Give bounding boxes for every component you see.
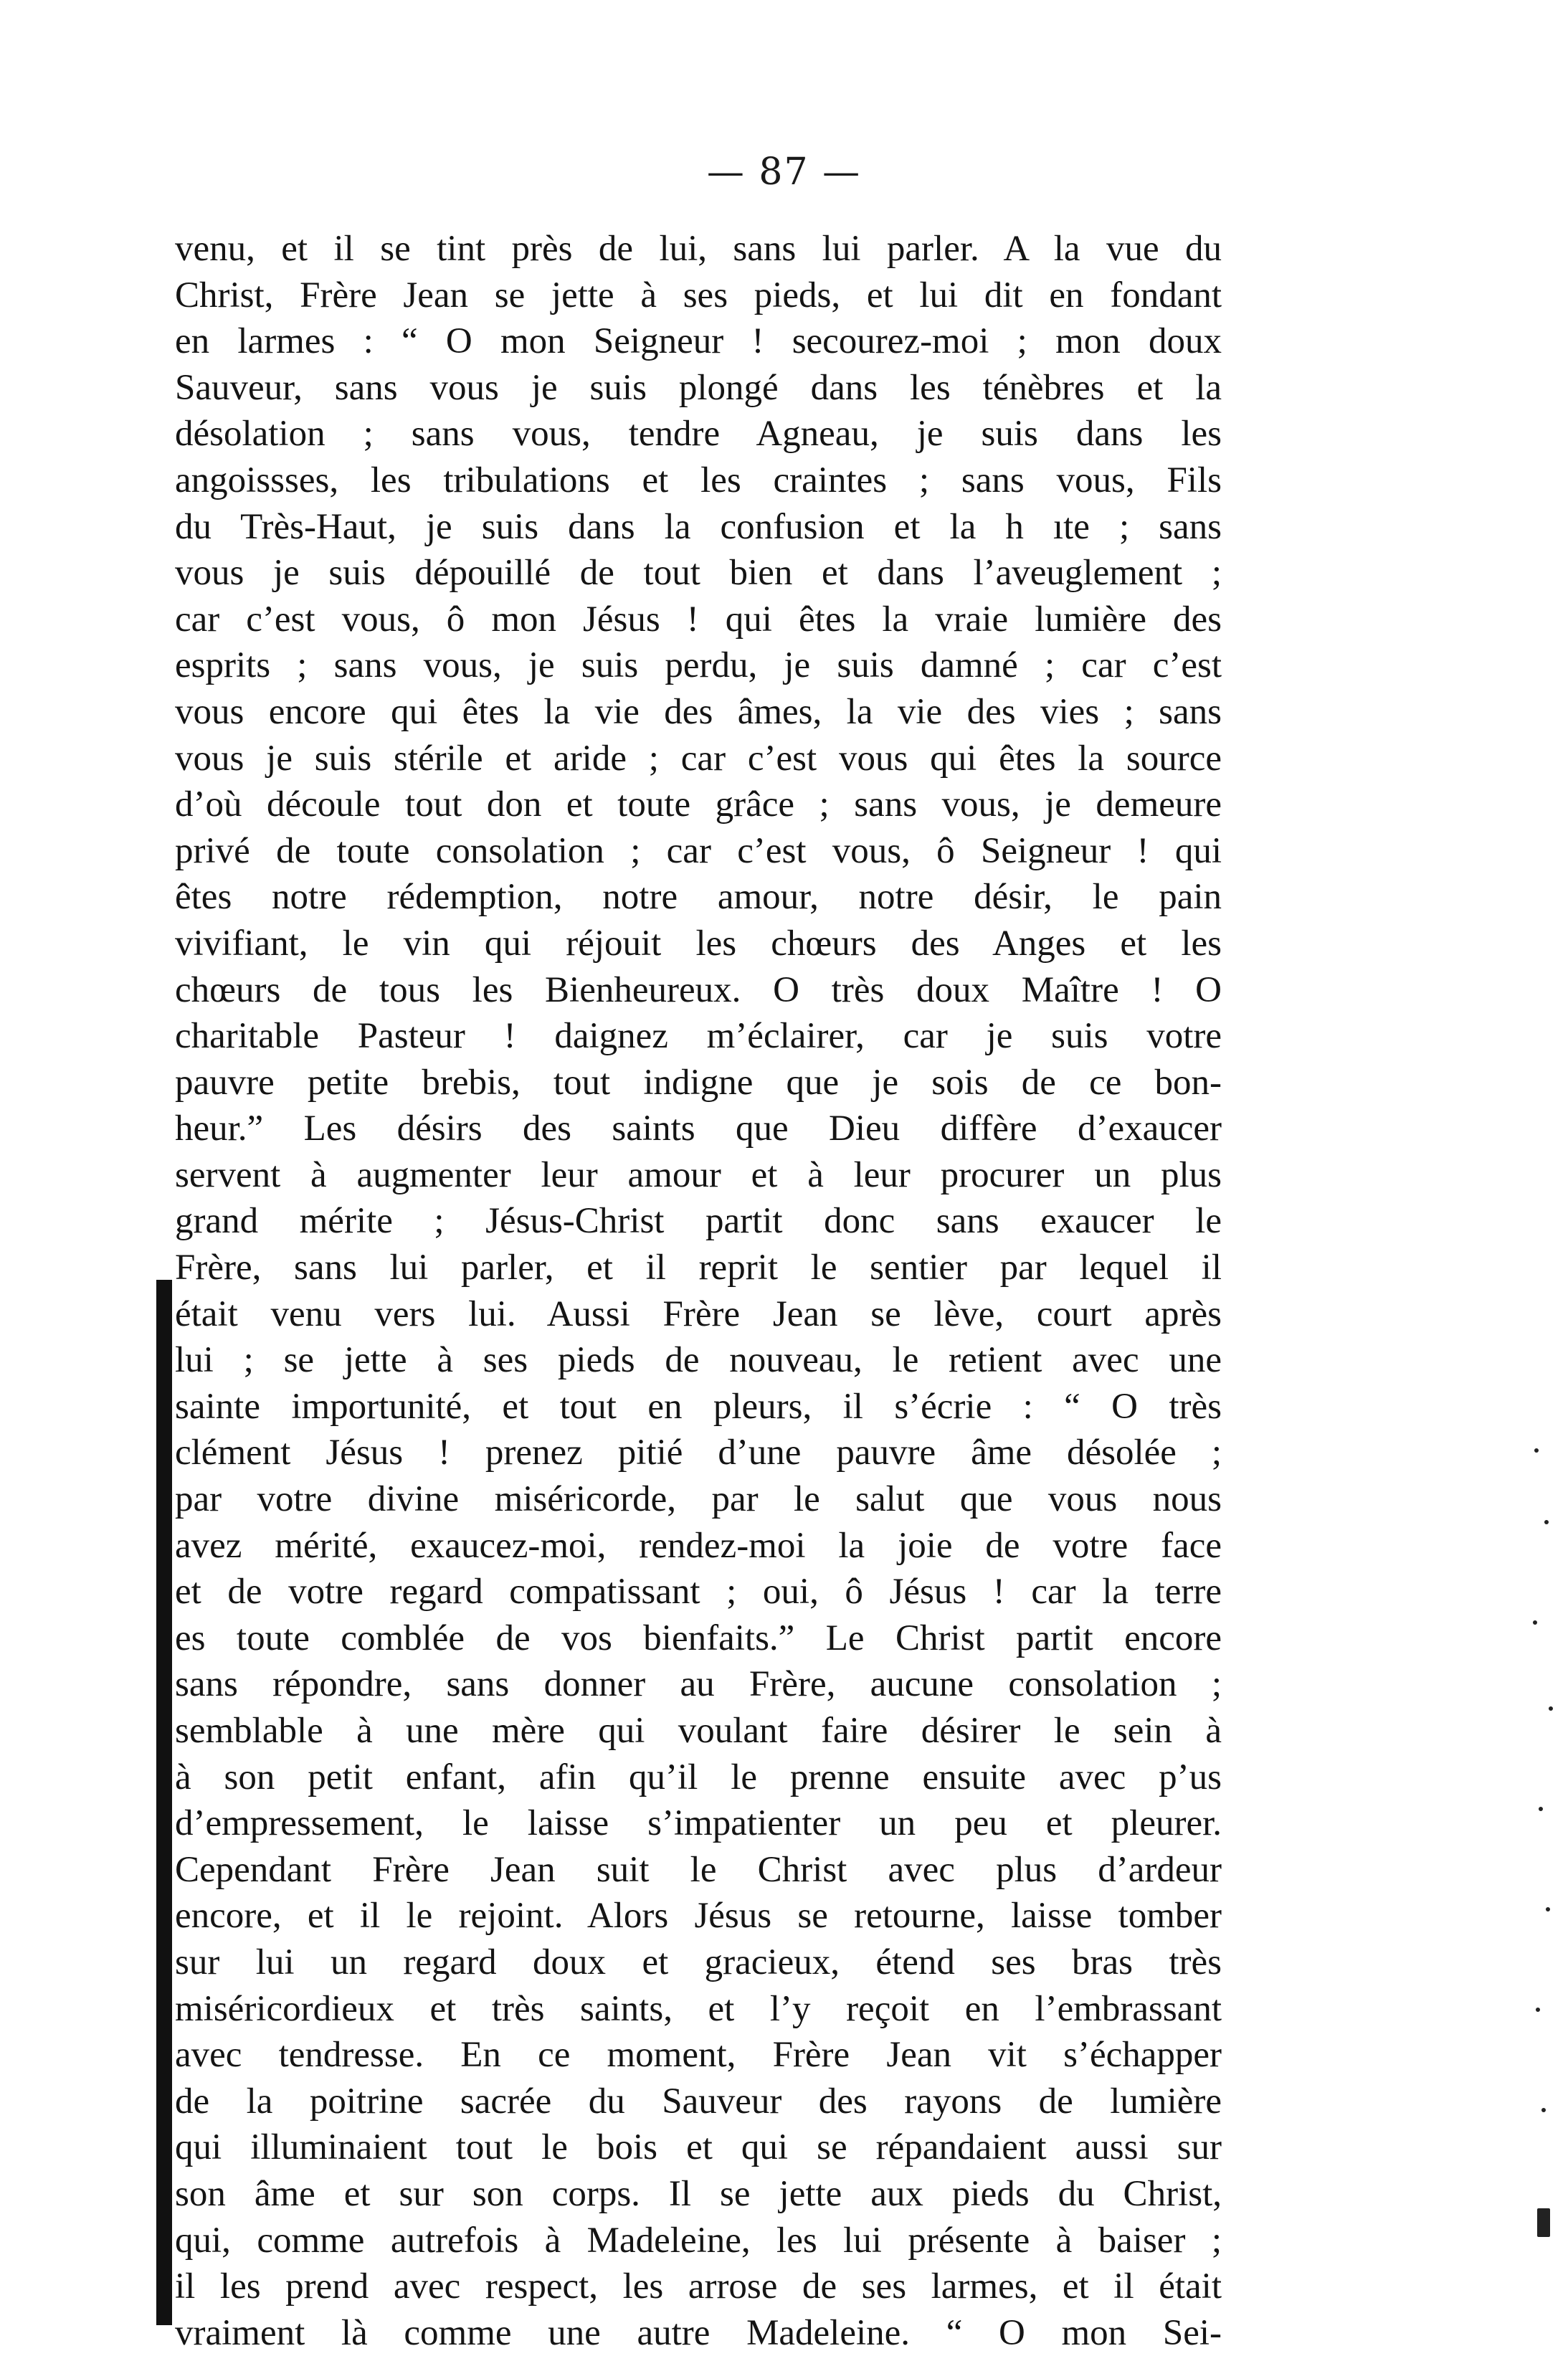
text-line: servent à augmenter leur amour et à leur procurer un plus xyxy=(175,1154,1222,1195)
text-line: en larmes : “ O mon Seigneur ! secourez-moi ; mon doux xyxy=(175,321,1222,362)
text-line: car c’est vous, ô mon Jésus ! qui êtes la vraie lumière des xyxy=(175,599,1222,640)
speck xyxy=(1534,1448,1539,1453)
text-line: avec tendresse. En ce moment, Frère Jean vit s’échapper xyxy=(175,2035,1222,2076)
text-line: angoissses, les tribulations et les craintes ; sans vous, Fils xyxy=(175,460,1222,500)
text-line: vous je suis stérile et aride ; car c’est vous qui êtes la source xyxy=(175,738,1222,779)
text-line: semblable à une mère qui voulant faire désirer le sein à xyxy=(175,1711,1222,1751)
text-line: à son petit enfant, afin qu’il le prenne ensuite avec p’us xyxy=(175,1757,1222,1797)
text-line: lui ; se jette à ses pieds de nouveau, le retient avec une xyxy=(175,1340,1222,1381)
text-line: avez mérité, exaucez-moi, rendez-moi la joie de votre face xyxy=(175,1525,1222,1566)
speck xyxy=(1546,1907,1550,1911)
text-line: Christ, Frère Jean se jette à ses pieds, et lui dit en fondant xyxy=(175,275,1222,315)
scan-edge-noise xyxy=(1520,1434,1563,2294)
text-line: Sauveur, sans vous je suis plongé dans les ténèbres et la xyxy=(175,367,1222,408)
text-line: es toute comblée de vos bienfaits.” Le Christ partit encore xyxy=(175,1618,1222,1658)
text-line: d’empressement, le laisse s’impatienter un peu et pleurer. xyxy=(175,1803,1222,1844)
text-line: venu, et il se tint près de lui, sans lui parler. A la vue du xyxy=(175,229,1222,269)
text-line: grand mérite ; Jésus-Christ partit donc sans exaucer le xyxy=(175,1201,1222,1242)
text-line: clément Jésus ! prenez pitié d’une pauvre âme désolée ; xyxy=(175,1433,1222,1473)
text-line: était venu vers lui. Aussi Frère Jean se lève, court après xyxy=(175,1293,1222,1334)
binding-edge-shadow xyxy=(156,1280,172,2325)
text-line: vous encore qui êtes la vie des âmes, la vie des vies ; sans xyxy=(175,691,1222,732)
text-line: qui illuminaient tout le bois et qui se répandaient aussi sur xyxy=(175,2127,1222,2168)
page-number: — 87 — xyxy=(706,151,862,194)
text-line: par votre divine miséricorde, par le salut que vous nous xyxy=(175,1479,1222,1520)
text-line: Frère, sans lui parler, et il reprit le sentier par lequel il xyxy=(175,1248,1222,1288)
text-line: du Très-Haut, je suis dans la confusion et la h ıte ; sans xyxy=(175,506,1222,547)
speck xyxy=(1549,1706,1553,1711)
speck xyxy=(1536,2008,1540,2012)
text-line: chœurs de tous les Bienheureux. O très doux Maître ! O xyxy=(175,969,1222,1010)
body-text xyxy=(175,226,1222,2356)
speck xyxy=(1537,2208,1550,2237)
text-line: de la poitrine sacrée du Sauveur des rayons de lumière xyxy=(175,2081,1222,2122)
text-line: miséricordieux et très saints, et l’y reçoit en l’embrassant xyxy=(175,1988,1222,2029)
text-line: esprits ; sans vous, je suis perdu, je suis damné ; car c’est xyxy=(175,645,1222,686)
text-line: privé de toute consolation ; car c’est vous, ô Seigneur ! qui xyxy=(175,830,1222,871)
text-line: il les prend avec respect, les arrose de ses larmes, et il était xyxy=(175,2266,1222,2307)
text-line: qui, comme autrefois à Madeleine, les lui présente à baiser ; xyxy=(175,2220,1222,2261)
text-line: désolation ; sans vous, tendre Agneau, je suis dans les xyxy=(175,414,1222,455)
text-line: êtes notre rédemption, notre amour, notre désir, le pain xyxy=(175,877,1222,918)
text-line: sans répondre, sans donner au Frère, aucune consolation ; xyxy=(175,1664,1222,1705)
speck xyxy=(1541,2108,1546,2112)
speck xyxy=(1544,1520,1549,1524)
text-line: Cependant Frère Jean suit le Christ avec plus d’ardeur xyxy=(175,1849,1222,1890)
text-line: charitable Pasteur ! daignez m’éclairer, car je suis votre xyxy=(175,1016,1222,1057)
text-line: d’où découle tout don et toute grâce ; sans vous, je demeure xyxy=(175,784,1222,825)
text-line: son âme et sur son corps. Il se jette aux pieds du Christ, xyxy=(175,2173,1222,2214)
text-line: pauvre petite brebis, tout indigne que je sois de ce bon- xyxy=(175,1062,1222,1103)
text-line: sur lui un regard doux et gracieux, étend ses bras très xyxy=(175,1942,1222,1982)
speck xyxy=(1539,1807,1543,1811)
text-line: sainte importunité, et tout en pleurs, il s’écrie : “ O très xyxy=(175,1386,1222,1427)
speck xyxy=(1533,1620,1537,1625)
text-line: et de votre regard compatissant ; oui, ô Jésus ! car la terre xyxy=(175,1572,1222,1612)
text-line: vous je suis dépouillé de tout bien et dans l’aveuglement ; xyxy=(175,553,1222,594)
text-line: heur.” Les désirs des saints que Dieu diffère d’exaucer xyxy=(175,1108,1222,1149)
text-line: vivifiant, le vin qui réjouit les chœurs des Anges et les xyxy=(175,923,1222,964)
text-line: encore, et il le rejoint. Alors Jésus se retourne, laisse tomber xyxy=(175,1896,1222,1937)
text-line: vraiment là comme une autre Madeleine. “ O mon Sei- xyxy=(175,2312,1222,2353)
